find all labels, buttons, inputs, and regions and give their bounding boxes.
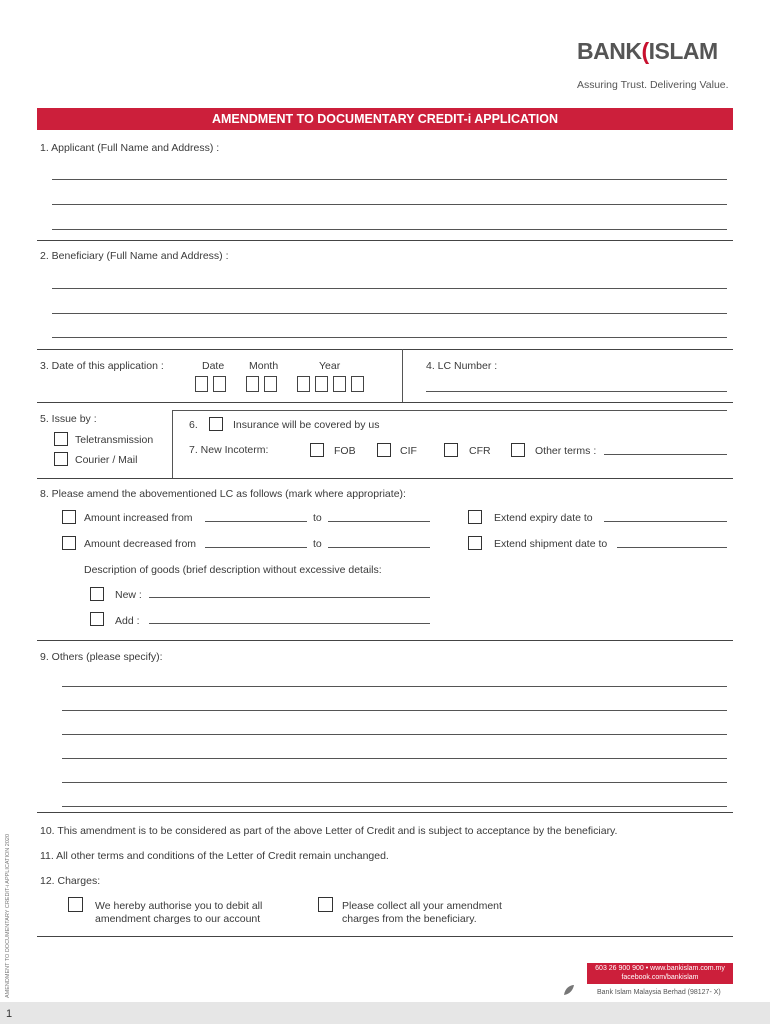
- applicant-line-3[interactable]: [52, 229, 727, 230]
- others-label: 9. Others (please specify):: [40, 651, 163, 663]
- charge-debit-checkbox[interactable]: [68, 897, 83, 912]
- tagline: Assuring Trust. Delivering Value.: [577, 79, 729, 91]
- fob-checkbox[interactable]: [310, 443, 324, 457]
- beneficiary-line-2[interactable]: [52, 313, 727, 314]
- to-label: to: [313, 538, 322, 550]
- amount-decreased-checkbox[interactable]: [62, 536, 76, 550]
- leaf-icon: [563, 983, 575, 995]
- courier-label: Courier / Mail: [75, 454, 138, 466]
- cfr-checkbox[interactable]: [444, 443, 458, 457]
- amount-increased-label: Amount increased from: [84, 512, 193, 524]
- contact-banner: [587, 963, 733, 984]
- form-title: AMENDMENT TO DOCUMENTARY CREDIT-i APPLICATION: [37, 108, 733, 130]
- amend-label: 8. Please amend the abovementioned LC as follows (mark where appropriate):: [40, 488, 406, 500]
- divider: [37, 349, 733, 350]
- cif-checkbox[interactable]: [377, 443, 391, 457]
- lc-number-label: 4. LC Number :: [426, 360, 498, 372]
- lc-number-field[interactable]: [426, 391, 727, 392]
- goods-add-field[interactable]: [149, 623, 430, 624]
- month-col-label: Month: [249, 360, 279, 372]
- extend-shipment-checkbox[interactable]: [468, 536, 482, 550]
- extend-shipment-field[interactable]: [617, 547, 727, 548]
- teletransmission-label: Teletransmission: [75, 434, 154, 446]
- applicant-line-2[interactable]: [52, 204, 727, 205]
- divider: [37, 478, 733, 479]
- divider: [37, 812, 733, 813]
- divider: [172, 410, 727, 411]
- others-line-4[interactable]: [62, 758, 727, 759]
- goods-new-checkbox[interactable]: [90, 587, 104, 601]
- side-reference-text: AMENDMENT TO DOCUMENTARY CREDIT-i APPLICATION 2020: [5, 833, 11, 998]
- goods-add-label: Add :: [115, 615, 140, 627]
- charge-debit-text-1: We hereby authorise you to debit all: [95, 900, 263, 912]
- amount-increased-checkbox[interactable]: [62, 510, 76, 524]
- others-line-5[interactable]: [62, 782, 727, 783]
- beneficiary-line-3[interactable]: [52, 337, 727, 338]
- goods-description-label: Description of goods (brief description without excessive details:: [84, 564, 382, 576]
- charge-collect-text-2: charges from the beneficiary.: [342, 913, 477, 925]
- others-line-6[interactable]: [62, 806, 727, 807]
- courier-checkbox[interactable]: [54, 452, 68, 466]
- teletransmission-checkbox[interactable]: [54, 432, 68, 446]
- others-line-3[interactable]: [62, 734, 727, 735]
- clause-10: 10. This amendment is to be considered as part of the above Letter of Credit and is subject to acceptance by the beneficiary.: [40, 825, 618, 837]
- amount-increased-from-field[interactable]: [205, 521, 307, 522]
- goods-add-checkbox[interactable]: [90, 612, 104, 626]
- amount-decreased-from-field[interactable]: [205, 547, 307, 548]
- date-col-label: Date: [202, 360, 225, 372]
- insurance-label: Insurance will be covered by us: [233, 419, 380, 431]
- applicant-line-1[interactable]: [52, 179, 727, 180]
- charge-debit-text-2: amendment charges to our account: [95, 913, 261, 925]
- divider: [37, 936, 733, 937]
- year-col-label: Year: [319, 360, 341, 372]
- contact-line-1: 603 26 900 900 • www.bankislam.com.my: [595, 965, 725, 972]
- other-terms-checkbox[interactable]: [511, 443, 525, 457]
- clause-11: 11. All other terms and conditions of the Letter of Credit remain unchanged.: [40, 850, 389, 862]
- other-terms-field[interactable]: [604, 454, 727, 455]
- goods-new-label: New :: [115, 589, 142, 601]
- page-number: 1: [6, 1008, 13, 1020]
- cfr-label: CFR: [469, 445, 491, 457]
- company-name: Bank Islam Malaysia Berhad (98127- X): [597, 989, 721, 996]
- clause-12: 12. Charges:: [40, 875, 101, 887]
- bank-logo: BANK(ISLAM: [577, 38, 718, 64]
- beneficiary-line-1[interactable]: [52, 288, 727, 289]
- divider: [172, 410, 173, 478]
- goods-new-field[interactable]: [149, 597, 430, 598]
- cif-label: CIF: [400, 445, 417, 457]
- page-footer-bar: [0, 1002, 770, 1024]
- date-label: 3. Date of this application :: [40, 360, 164, 372]
- extend-shipment-label: Extend shipment date to: [494, 538, 608, 550]
- amount-decreased-to-field[interactable]: [328, 547, 430, 548]
- divider: [402, 349, 403, 402]
- applicant-label: 1. Applicant (Full Name and Address) :: [40, 142, 220, 154]
- others-line-1[interactable]: [62, 686, 727, 687]
- charge-collect-checkbox[interactable]: [318, 897, 333, 912]
- charge-collect-text-1: Please collect all your amendment: [342, 900, 502, 912]
- issue-by-label: 5. Issue by :: [40, 413, 97, 425]
- incoterm-label: 7. New Incoterm:: [189, 444, 269, 456]
- others-line-2[interactable]: [62, 710, 727, 711]
- amount-increased-to-field[interactable]: [328, 521, 430, 522]
- to-label: to: [313, 512, 322, 524]
- divider: [37, 402, 733, 403]
- fob-label: FOB: [334, 445, 356, 457]
- amount-decreased-label: Amount decreased from: [84, 538, 197, 550]
- contact-line-2: facebook.com/bankislam: [621, 974, 699, 981]
- extend-expiry-field[interactable]: [604, 521, 727, 522]
- insurance-num: 6.: [189, 419, 198, 431]
- insurance-checkbox[interactable]: [209, 417, 223, 431]
- extend-expiry-checkbox[interactable]: [468, 510, 482, 524]
- extend-expiry-label: Extend expiry date to: [494, 512, 593, 524]
- other-terms-label: Other terms :: [535, 445, 597, 457]
- divider: [37, 240, 733, 241]
- divider: [37, 640, 733, 641]
- beneficiary-label: 2. Beneficiary (Full Name and Address) :: [40, 250, 229, 262]
